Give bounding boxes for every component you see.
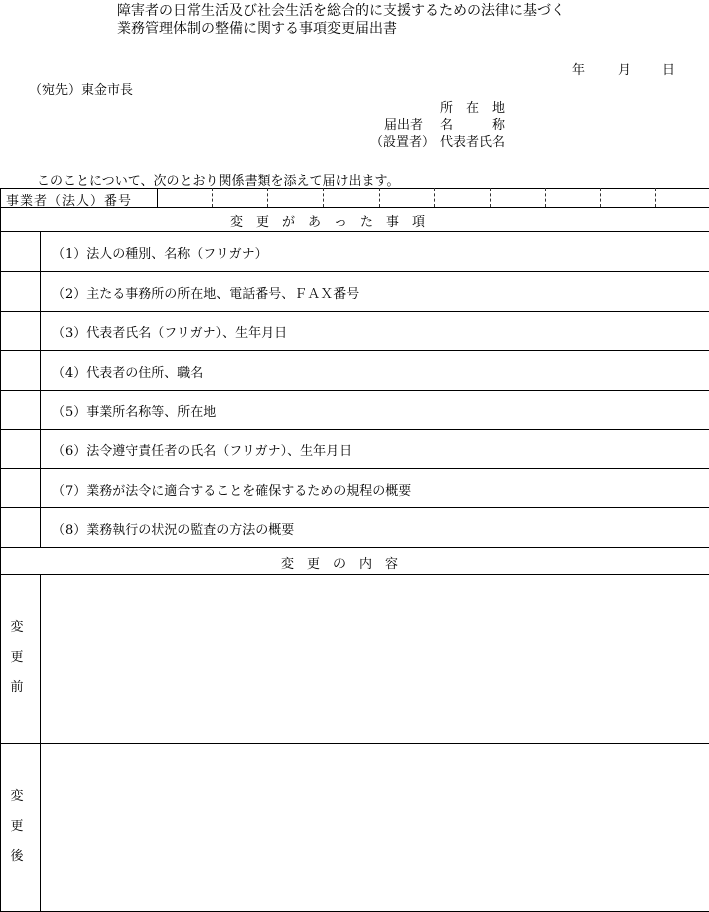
- number-label-divider: [157, 188, 158, 207]
- change-item-2: （2）主たる事務所の所在地、電話番号、ＦＡＸ番号: [52, 287, 360, 302]
- content-left-column-divider: [40, 574, 41, 911]
- after-char-1: 変: [10, 789, 24, 804]
- before-char-2: 更: [10, 650, 24, 665]
- after-char-2: 更: [10, 819, 24, 834]
- digit-divider: [655, 188, 656, 207]
- digit-divider: [545, 188, 546, 207]
- item-divider: [0, 390, 709, 391]
- item-divider: [0, 507, 709, 508]
- item-divider: [0, 271, 709, 272]
- address-label: 所 在 地: [440, 101, 506, 116]
- digit-divider: [600, 188, 601, 207]
- change-item-6: （6）法令遵守責任者の氏名（フリガナ）、生年月日: [52, 444, 353, 459]
- digit-divider: [490, 188, 491, 207]
- digit-divider: [212, 188, 213, 207]
- date-year-label: 年: [572, 63, 586, 78]
- digit-divider: [434, 188, 435, 207]
- name-label: 名 称: [440, 118, 506, 133]
- change-item-3: （3）代表者氏名（フリガナ）、生年月日: [52, 326, 288, 341]
- after-char-3: 後: [10, 849, 24, 864]
- item-divider: [0, 429, 709, 430]
- digit-divider: [267, 188, 268, 207]
- change-item-4: （4）代表者の住所、職名: [52, 366, 204, 381]
- date-month-label: 月: [618, 63, 632, 78]
- digit-divider: [323, 188, 324, 207]
- content-header-divider: [0, 574, 709, 575]
- change-item-8: （8）業務執行の状況の監査の方法の概要: [52, 523, 295, 538]
- before-after-divider: [0, 743, 709, 744]
- change-item-5: （5）事業所名称等、所在地: [52, 405, 217, 420]
- submitter-label: 届出者: [384, 118, 424, 133]
- document-title-line2: 業務管理体制の整備に関する事項変更届出書: [117, 21, 397, 37]
- item-divider: [0, 311, 709, 312]
- form-top-border: [0, 188, 709, 189]
- submission-statement: このことについて、次のとおり関係書類を添えて届け出ます。: [37, 174, 400, 189]
- item-divider: [0, 468, 709, 469]
- change-item-7: （7）業務が法令に適合することを確保するための規程の概要: [52, 484, 412, 499]
- document-title-line1: 障害者の日常生活及び社会生活を総合的に支援するための法律に基づく: [117, 3, 565, 19]
- digit-divider: [379, 188, 380, 207]
- after-label: [8, 782, 26, 872]
- changed-items-header: 変 更 が あ っ た 事 項: [230, 215, 426, 230]
- before-char-1: 変: [10, 620, 24, 635]
- item-divider: [0, 350, 709, 351]
- representative-label: 代表者氏名: [440, 135, 506, 150]
- date-day-label: 日: [662, 63, 676, 78]
- items-left-column-divider: [40, 231, 41, 547]
- addressee: （宛先）東金市長: [29, 83, 134, 98]
- establisher-label: （設置者）: [370, 135, 436, 150]
- change-content-header: 変 更 の 内 容: [281, 557, 399, 572]
- change-item-1: （1）法人の種別、名称（フリガナ）: [52, 247, 268, 262]
- items-bottom-divider: [0, 547, 709, 548]
- header-divider: [0, 231, 709, 232]
- business-number-label: 事業者（法人）番号: [6, 194, 133, 209]
- before-char-3: 前: [10, 680, 24, 695]
- before-label: [8, 613, 26, 703]
